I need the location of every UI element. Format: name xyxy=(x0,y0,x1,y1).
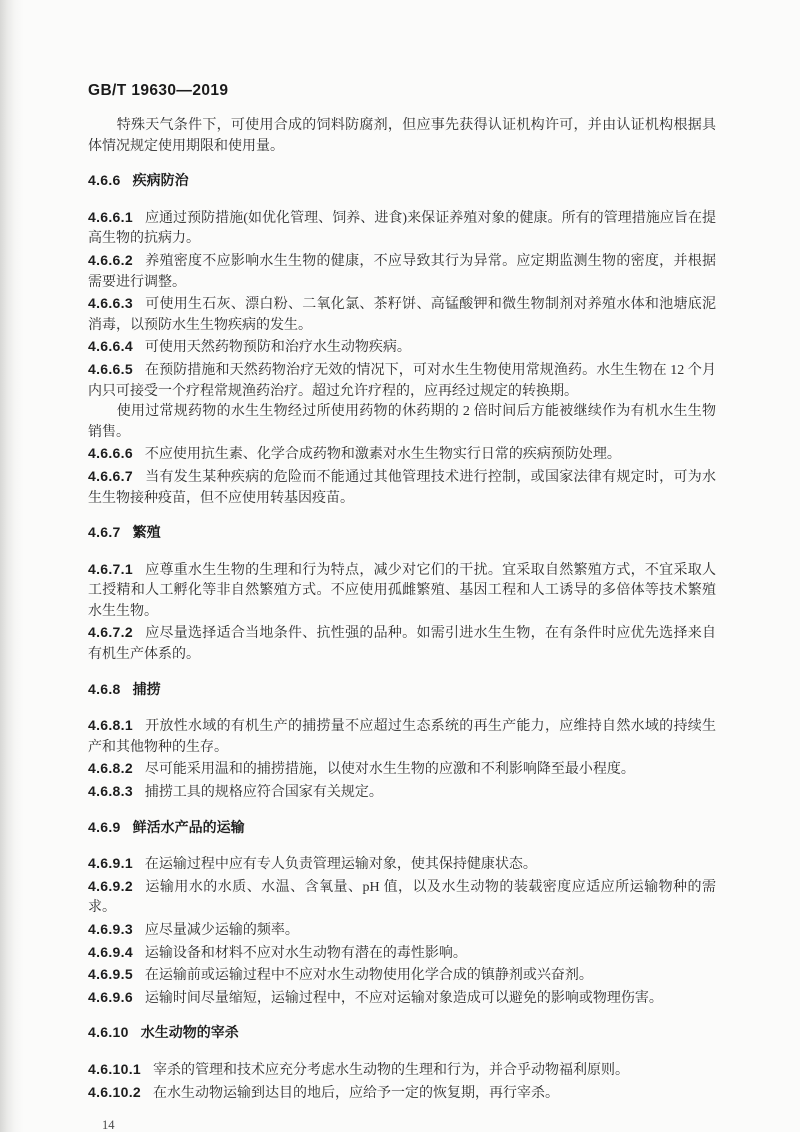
clause xyxy=(88,293,716,336)
clause-number: 4.6.10.2 xyxy=(88,1083,141,1100)
clause xyxy=(88,919,716,942)
clause-number: 4.6.10.1 xyxy=(88,1060,141,1077)
clause-text: 应通过预防措施(如优化管理、饲养、进食)来保证养殖对象的健康。所有的管理措施应旨在提高生物的抗病力。 xyxy=(88,210,716,247)
clause-number: 4.6.9.5 xyxy=(88,966,133,983)
clause xyxy=(88,715,716,758)
clause xyxy=(88,1082,716,1105)
clause xyxy=(88,964,716,987)
section-heading xyxy=(88,679,716,702)
clause-number: 4.6.6.6 xyxy=(88,445,133,462)
clause xyxy=(88,942,716,965)
clause-text: 在预防措施和天然药物治疗无效的情况下，可对水生生物使用常规渔药。水生生物在 12 个月内只可接受一个疗程常规渔药治疗。超过允许疗程的，应再经过规定的转换期。 xyxy=(88,362,716,399)
clause xyxy=(88,987,716,1010)
section-heading xyxy=(88,522,716,545)
clause xyxy=(88,876,716,919)
clause-number: 4.6.6.7 xyxy=(88,467,133,484)
clause-number: 4.6.6.1 xyxy=(88,208,133,225)
clause xyxy=(88,250,716,293)
clause xyxy=(88,443,716,466)
heading-number: 4.6.7 xyxy=(88,524,121,541)
clause-text: 应尽量减少运输的频率。 xyxy=(144,923,299,938)
heading-title: 水生动物的宰杀 xyxy=(140,1024,239,1041)
standard-number-header: GB/T 19630—2019 xyxy=(88,82,229,99)
clause-text: 运输设备和材料不应对水生动物有潜在的毒性影响。 xyxy=(144,945,467,961)
clause-text: 可使用生石灰、漂白粉、二氧化氯、茶籽饼、高锰酸钾和微生物制剂对养殖水体和池塘底泥消毒，以预防水生生物疾病的发生。 xyxy=(88,297,716,333)
section-heading xyxy=(88,170,716,193)
paragraph: 特殊天气条件下，可使用合成的饲料防腐剂，但应事先获得认证机构许可，并由认证机构根据具体情况规定使用期限和使用量。 xyxy=(88,118,716,154)
clause xyxy=(88,622,716,665)
clause xyxy=(88,466,716,509)
clause-number: 4.6.9.2 xyxy=(88,877,133,894)
clause-text: 不应使用抗生素、化学合成药物和激素对水生生物实行日常的疾病预防处理。 xyxy=(144,447,621,463)
heading-number: 4.6.6 xyxy=(88,172,121,189)
clause xyxy=(88,559,716,623)
heading-title: 繁殖 xyxy=(132,524,161,541)
clause-text: 尽可能采用温和的捕捞措施，以使对水生生物的应激和不利影响降至最小程度。 xyxy=(144,762,635,778)
section-heading xyxy=(88,817,716,840)
clause-number: 4.6.6.4 xyxy=(88,338,133,355)
paragraph: 使用过常规药物的水生生物经过所使用药物的休药期的 2 倍时间后方能被继续作为有机水生生物销售。 xyxy=(88,404,716,440)
clause-text: 捕捞工具的规格应符合国家有关规定。 xyxy=(144,785,383,801)
clause-number: 4.6.9.1 xyxy=(88,855,133,872)
clause-text: 养殖密度不应影响水生生物的健康，不应导致其行为异常。应定期监测生物的密度，并根据需要进行调整。 xyxy=(88,253,716,290)
clause-number: 4.6.8.3 xyxy=(88,783,133,800)
section-heading xyxy=(88,1022,716,1045)
heading-title: 捕捞 xyxy=(132,680,161,697)
clause-text: 在运输过程中应有专人负责管理运输对象，使其保持健康状态。 xyxy=(144,857,537,873)
clause-text: 应尊重水生生物的生理和行为特点，减少对它们的干扰。宜采取自然繁殖方式，不宜采取人工授精和人工孵化等非自然繁殖方式。不应使用孤雌繁殖、基因工程和人工诱导的多倍体等技术繁殖水生生物。 xyxy=(88,562,716,619)
clause-number: 4.6.6.5 xyxy=(88,360,133,377)
clause xyxy=(88,207,716,250)
clause-text: 在运输前或运输过程中不应对水生动物使用化学合成的镇静剂或兴奋剂。 xyxy=(144,968,593,984)
clause-number: 4.6.6.3 xyxy=(88,295,133,312)
clause-number: 4.6.7.2 xyxy=(88,624,133,641)
clause-number: 4.6.8.1 xyxy=(88,717,133,734)
heading-number: 4.6.9 xyxy=(88,818,121,835)
heading-number: 4.6.10 xyxy=(88,1024,129,1041)
clause xyxy=(88,359,716,402)
heading-title: 疾病防治 xyxy=(132,172,189,189)
clause xyxy=(88,781,716,804)
page-number: 14 xyxy=(102,1118,115,1132)
heading-title: 鲜活水产品的运输 xyxy=(132,818,245,835)
clause-number: 4.6.9.3 xyxy=(88,921,133,937)
heading-number: 4.6.8 xyxy=(88,680,121,697)
clause xyxy=(88,1059,716,1082)
clause-text: 可使用天然药物预防和治疗水生动物疾病。 xyxy=(144,340,411,356)
clause xyxy=(88,758,716,781)
clause-number: 4.6.8.2 xyxy=(88,760,133,777)
clause-number: 4.6.7.1 xyxy=(88,560,133,577)
clause-text: 运输时间尽量缩短，运输过程中，不应对运输对象造成可以避免的影响或物理伤害。 xyxy=(144,990,663,1006)
clause-text: 当有发生某种疾病的危险而不能通过其他管理技术进行控制，或国家法律有规定时，可为水生生物接种疫苗，但不应使用转基因疫苗。 xyxy=(88,469,716,506)
clause-text: 宰杀的管理和技术应充分考虑水生动物的生理和行为，并合乎动物福利原则。 xyxy=(153,1062,629,1078)
clause xyxy=(88,853,716,876)
clause-text: 开放性水域的有机生产的捕捞量不应超过生态系统的再生产能力，应维持自然水域的持续生产和其他物种的生存。 xyxy=(88,719,716,755)
clause-number: 4.6.9.4 xyxy=(88,943,133,960)
clause-number: 4.6.6.2 xyxy=(88,251,133,268)
clause-number: 4.6.9.6 xyxy=(88,988,133,1005)
clause xyxy=(88,336,716,359)
page-content xyxy=(88,0,716,1132)
clause-text: 运输用水的水质、水温、含氧量、pH 值，以及水生动物的装载密度应适应所运输物种的需求。 xyxy=(88,879,716,916)
clause-text: 在水生动物运输到达目的地后，应给予一定的恢复期，再行宰杀。 xyxy=(153,1085,559,1101)
clause-text: 应尽量选择适合当地条件、抗性强的品种。如需引进水生生物，在有条件时应优先选择来自有机生产体系的。 xyxy=(88,626,716,663)
